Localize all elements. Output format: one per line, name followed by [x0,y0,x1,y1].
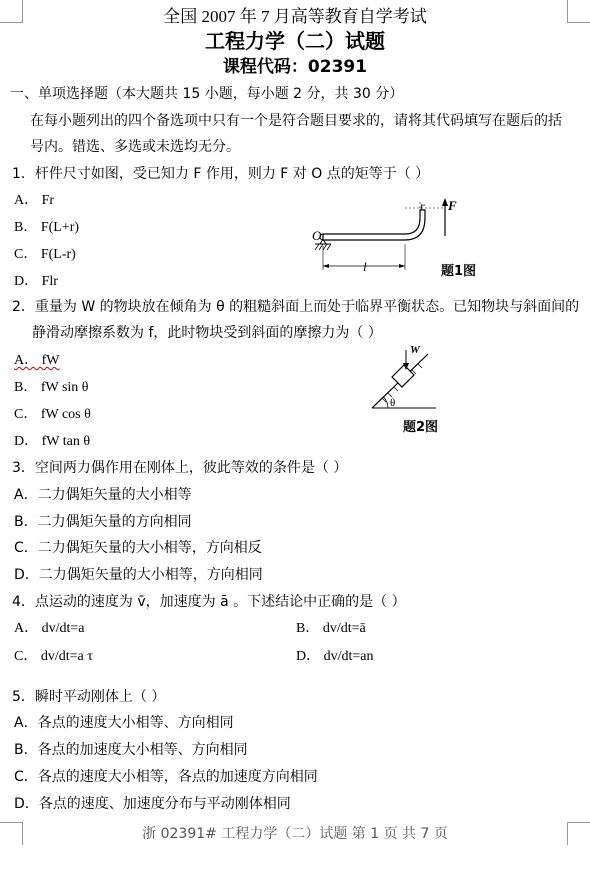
q4-option-a: A． dv/dt=a [14,621,85,636]
q1-option-b: B． F(L+r) [14,220,80,235]
q1-fig-label-r: r [420,199,425,213]
q1-option-c: C． F(L-r) [14,247,76,262]
q4-option-c: C． dv/dt=a τ [14,649,93,664]
q5-option-d: D．各点的速度、加速度分布与平动刚体相同 [14,796,291,812]
q5-stem: 5．瞬时平动刚体上（ ） [12,689,166,705]
q2-option-b-text: B． fW sin θ [14,380,89,395]
q2-figure-caption: 题2图 [403,420,439,435]
q2-option-a [14,352,60,370]
q3-option-b: B．二力偶矩矢量的方向相同 [14,514,192,530]
q2-option-b [14,379,89,397]
q3-stem: 3．空间两力偶作用在刚体上，彼此等效的条件是（ ） [12,460,348,476]
q2-option-d-text: D． fW tan θ [14,434,91,449]
q2-option-d [14,433,90,451]
q2-option-c-text: C． fW cos θ [14,407,91,422]
q5-option-c: C．各点的速度大小相等，各点的加速度方向相同 [14,769,318,785]
q1-figure-caption: 题1图 [441,264,477,279]
q4-option-d: D． dv/dt=an [296,649,374,664]
q3-option-c: C．二力偶矩矢量的大小相等，方向相反 [14,540,262,556]
q1-fig-label-o: O [312,228,322,243]
instructions-line-1: 在每小题列出的四个备选项中只有一个是符合题目要求的，请将其代码填写在题后的括 [30,113,562,129]
q2-stem-line-2: 静滑动摩擦系数为 f，此时物块受到斜面的摩擦力为（ ） [32,325,382,341]
q1-stem: 1．杆件尺寸如图，受已知力 F 作用，则力 F 对 O 点的矩等于（ ） [12,166,430,182]
page-footer: 浙 02391# 工程力学（二）试题 第 1 页 共 7 页 [142,826,448,842]
q5-option-a: A．各点的速度大小相等、方向相同 [14,715,234,731]
q5-option-b: B．各点的加速度大小相等、方向相同 [14,742,248,758]
q2-fig-label-theta: θ [390,397,396,409]
course-code: 课程代码：02391 [222,57,368,77]
q1-fig-label-l: l [363,259,367,274]
q2-fig-label-w: W [410,344,420,356]
q3-option-a: A．二力偶矩矢量的大小相等 [14,487,192,503]
subject-title: 工程力学（二）试题 [205,29,385,53]
q2-stem-line-1: 2．重量为 W 的物块放在倾角为 θ 的粗糙斜面上而处于临界平衡状态。已知物块与斜面间的 [12,299,580,315]
q4-option-b: B． dv/dt=ā [296,621,366,636]
exam-title: 全国 2007 年 7 月高等教育自学考试 [163,7,427,26]
q1-fig-label-f: F [448,198,457,213]
section-heading: 一、单项选择题（本大题共 15 小题，每小题 2 分，共 30 分） [10,86,404,102]
q2-figure [368,346,440,412]
q4-stem: 4．点运动的速度为 v̄，加速度为 ā 。下述结论中正确的是（ ） [12,594,406,610]
q1-option-d: D． Flr [14,274,58,289]
instructions-line-2: 号内。错选、多选或未选均无分。 [30,139,240,155]
q1-option-a: A． Fr [14,193,55,208]
q2-option-a-text: A． fW [14,353,60,368]
q3-option-d: D．二力偶矩矢量的大小相等，方向相同 [14,567,263,583]
q2-option-c [14,406,91,424]
